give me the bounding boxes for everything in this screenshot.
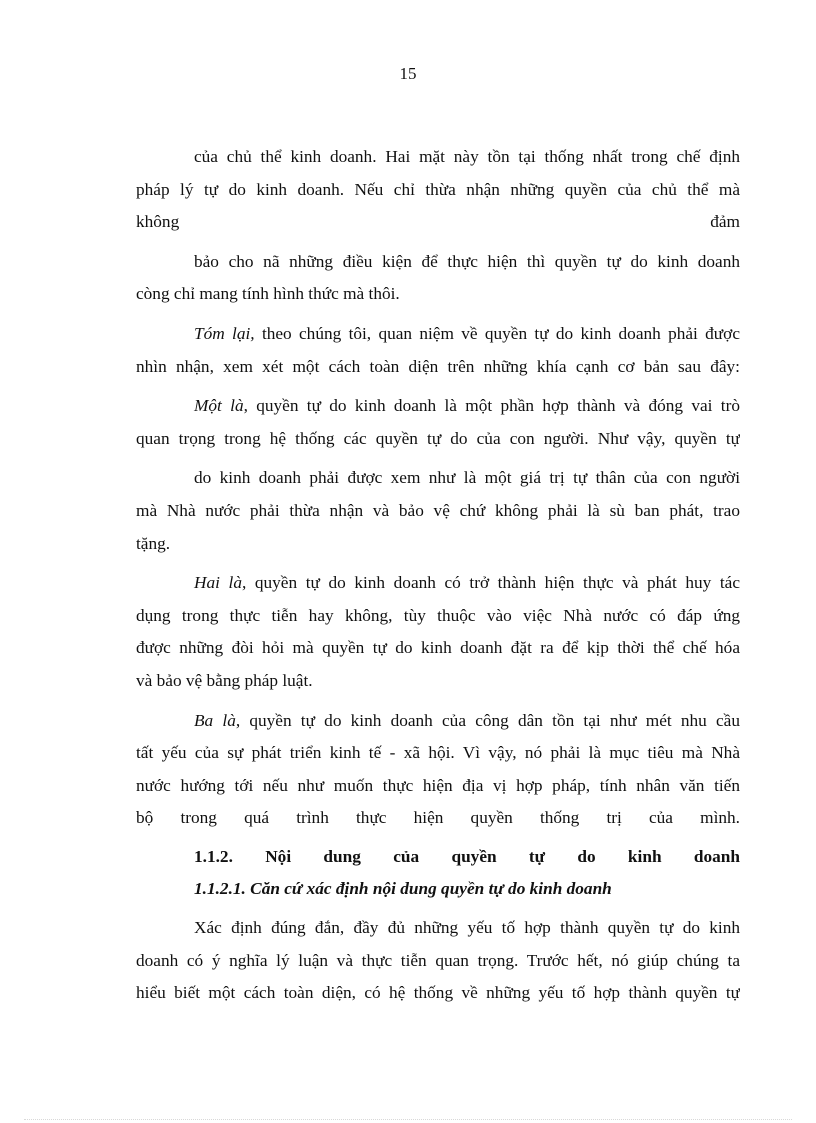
text-line: tặng. <box>136 533 171 553</box>
text-fragment: , quyền tự do kinh doanh có trở thành hiện thực và phát huy tác <box>241 573 740 593</box>
italic-lead: Một là <box>194 396 244 416</box>
text-line: bảo cho nã những điều kiện để thực hiện thì quyền tự do kinh doanh <box>194 251 740 271</box>
text-line: doanh có ý nghĩa lý luận và thực tiễn quan trọng. Trước hết, nó giúp chúng ta <box>136 950 740 970</box>
text-line <box>136 206 740 239</box>
italic-lead: Ba là <box>194 710 236 730</box>
text-line: do kinh doanh phải được xem như là một giá trị tự thân của con người <box>194 468 740 488</box>
text-fragment: , quyền tự do kinh doanh của công dân tồn tại như mét nhu cầu <box>235 710 740 730</box>
text-line: còng chỉ mang tính hình thức mà thôi. <box>136 284 400 304</box>
text-line: tất yếu của sự phát triển kinh tế - xã hội. Vì vậy, nó phải là mục tiêu mà Nhà <box>136 743 740 763</box>
text-line: mà Nhà nước phải thừa nhận và bảo vệ chứ không phải là sù ban phát, trao <box>136 500 740 520</box>
text-line <box>136 318 740 351</box>
page-number: 15 <box>399 64 417 83</box>
section-heading: 1.1.2. Nội dung của quyền tự do kinh doanh <box>194 846 740 866</box>
text-line: quan trọng trong hệ thống các quyền tự do của con người. Như vậy, quyền tự <box>136 428 740 448</box>
text-fragment: theo chúng tôi, quan niệm về quyền tự do kinh doanh phải được <box>254 323 740 343</box>
text-line: được những đòi hỏi mà quyền tự do kinh doanh đặt ra để kịp thời thể chế hóa <box>136 638 740 658</box>
page-bottom-rule <box>24 1119 792 1120</box>
text-line: hiểu biết một cách toàn diện, có hệ thống về những yếu tố hợp thành quyền tự <box>136 983 740 1003</box>
text-line: nhìn nhận, xem xét một cách toàn diện trên những khía cạnh cơ bản sau đây: <box>136 356 740 376</box>
text-fragment: , quyền tự do kinh doanh là một phần hợp thành và đóng vai trò <box>243 396 740 416</box>
text-line <box>136 390 740 423</box>
text-fragment: đảm <box>710 212 740 232</box>
text-line: nước hướng tới nếu như muốn thực hiện địa vị hợp pháp, tính nhân văn tiến <box>136 775 740 795</box>
subsection-heading: 1.1.2.1. Căn cứ xác định nội dung quyền tự do kinh doanh <box>194 879 612 899</box>
italic-lead: Hai là <box>194 573 242 593</box>
text-line <box>136 705 740 738</box>
text-line: và bảo vệ bằng pháp luật. <box>136 670 313 690</box>
text-line: bộ trong quá trình thực hiện quyền thống trị của mình. <box>136 808 740 828</box>
text-line: pháp lý tự do kinh doanh. Nếu chỉ thừa nhận những quyền của chủ thể mà <box>136 179 740 199</box>
document-body <box>136 141 740 1010</box>
text-line: của chủ thể kinh doanh. Hai mặt này tồn tại thống nhất trong chế định <box>194 147 740 166</box>
text-fragment: không <box>136 212 180 232</box>
italic-lead: Tóm lại, <box>194 323 255 343</box>
text-line <box>136 567 740 600</box>
text-line: dụng trong thực tiễn hay không, tùy thuộc vào việc Nhà nước có đáp ứng <box>136 605 740 625</box>
text-line: Xác định đúng đắn, đầy đủ những yếu tố hợp thành quyền tự do kinh <box>194 918 740 938</box>
